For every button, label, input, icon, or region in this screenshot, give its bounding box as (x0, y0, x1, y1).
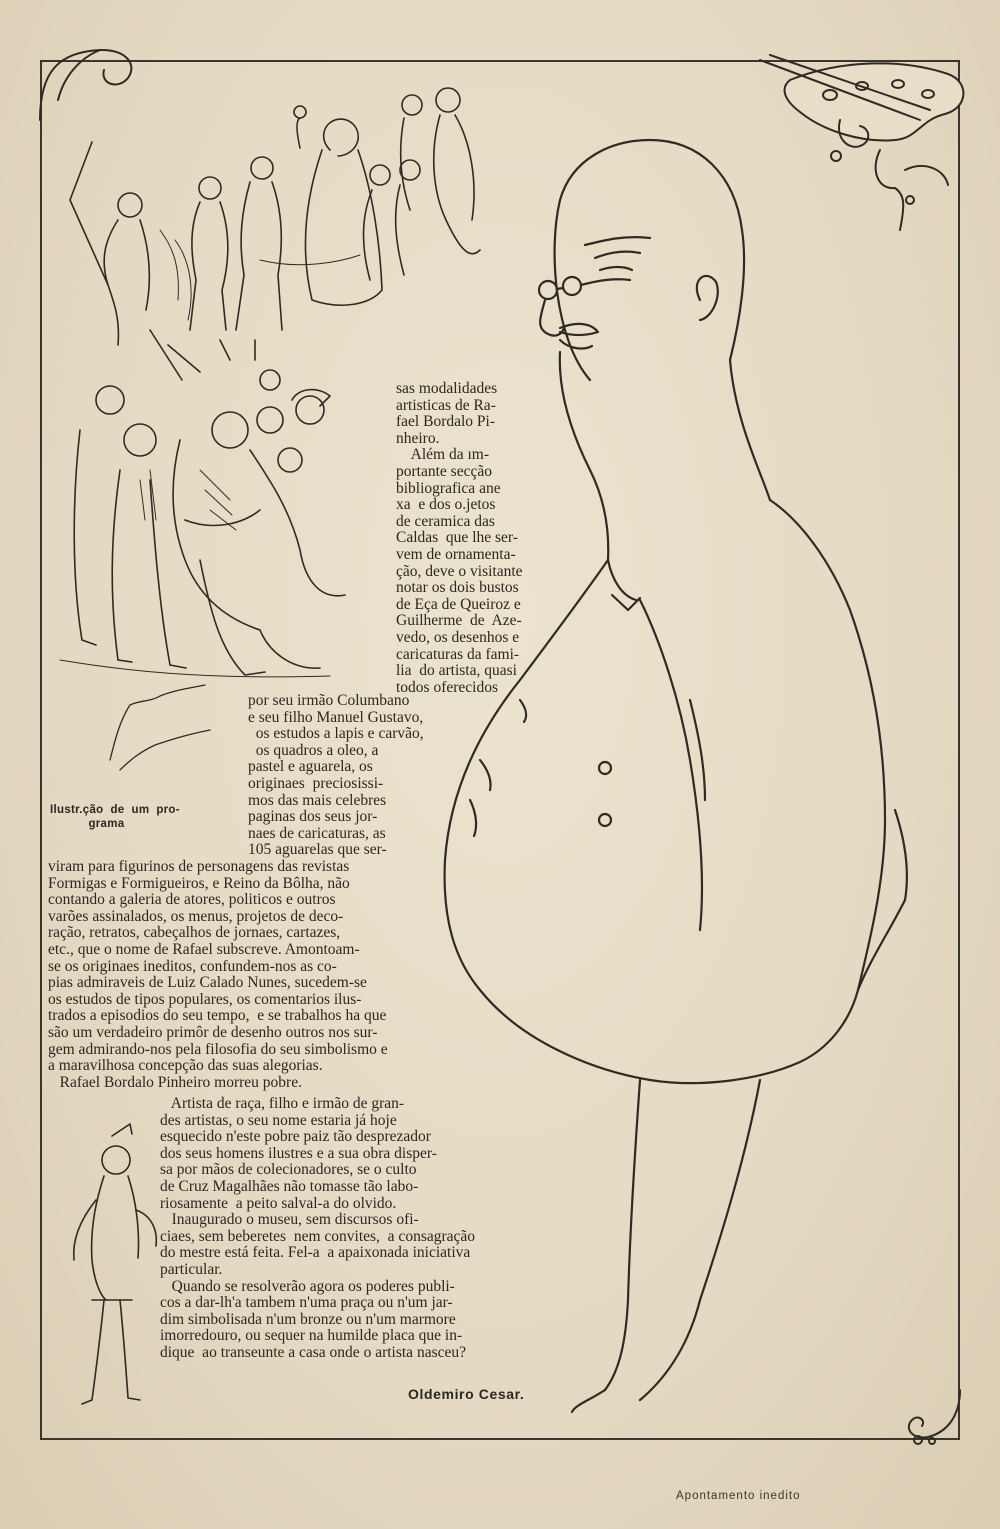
illustration-caption: Ilustr.ção de um pro- grama (50, 804, 180, 830)
author-signature: Oldemiro Cesar. (408, 1386, 525, 1402)
article-column-2: por seu irmão Columbano e seu filho Manuel Gustavo, os estudos a lapis e carvão, os quadros a oleo, a pastel e aguarela, os originaes preciosissi- mos das mais celebres paginas dos seus jor- naes de caricaturas, as 105 aguarelas que ser- (248, 692, 424, 859)
article-column-1: sas modalidades artisticas de Ra- fael Bordalo Pi- nheiro. Além da ım- portante secção bibliografica ane xa e dos o.jetos de ceramica das Caldas que lhe ser- vem de ornamenta- ção, deve o visitante notar os dois bustos de Eça de Queiroz e Guilherme de Aze- vedo, os desenhos e caricaturas da fami- lia do artista, quasi todos oferecidos (396, 380, 523, 696)
footer-caption: Apontamento inedito (676, 1490, 801, 1502)
article-column-3: viram para figurinos de personagens das revistas Formigas e Formigueiros, e Reino da Bôlha, não contando a galeria de atores, politicos e outros varões assinalados, os menus, projetos de deco- ração, retratos, cabeçalhos de jornaes, cartazes, etc., que o nome de Rafael subscreve. Amontoam- se os originaes ineditos, confundem-nos as co- pias admiraveis de Luiz Calado Nunes, sucedem-se os estudos de tipos populares, os comentarios ilus- trados a episodios do seu tempo, e se trabalhos ha que são um verdadeiro primôr de desenho outros nos sur- gem admirando-nos pela filosofia do seu simbolismo e a maravilhosa concepção das suas alegorias. Rafael Bordalo Pinheiro morreu pobre. (48, 858, 388, 1091)
article-column-4: Artista de raça, filho e irmão de gran- des artistas, o seu nome estaria já hoje esquecido n'este pobre paiz tão desprezador dos seus homens ilustres e a sua obra disper- sa por mãos de colecionadores, se o culto de Cruz Magalhães não tomasse tão labo- riosamente a peito salval-a do olvido. Inaugurado o museu, sem discursos ofi- ciaes, sem beberetes nem convites, a consagração do mestre está feita. Fel-a a apaixonada iniciativa particular. Quando se resolverão agora os poderes publi- cos a dar-lh'a tambem n'uma praça ou n'um jar- dim simbolisada n'um bronze ou n'um marmore imorredouro, ou sequer na humilde placa que in- dique ao transeunte a casa onde o artista nasceu? (160, 1095, 476, 1361)
